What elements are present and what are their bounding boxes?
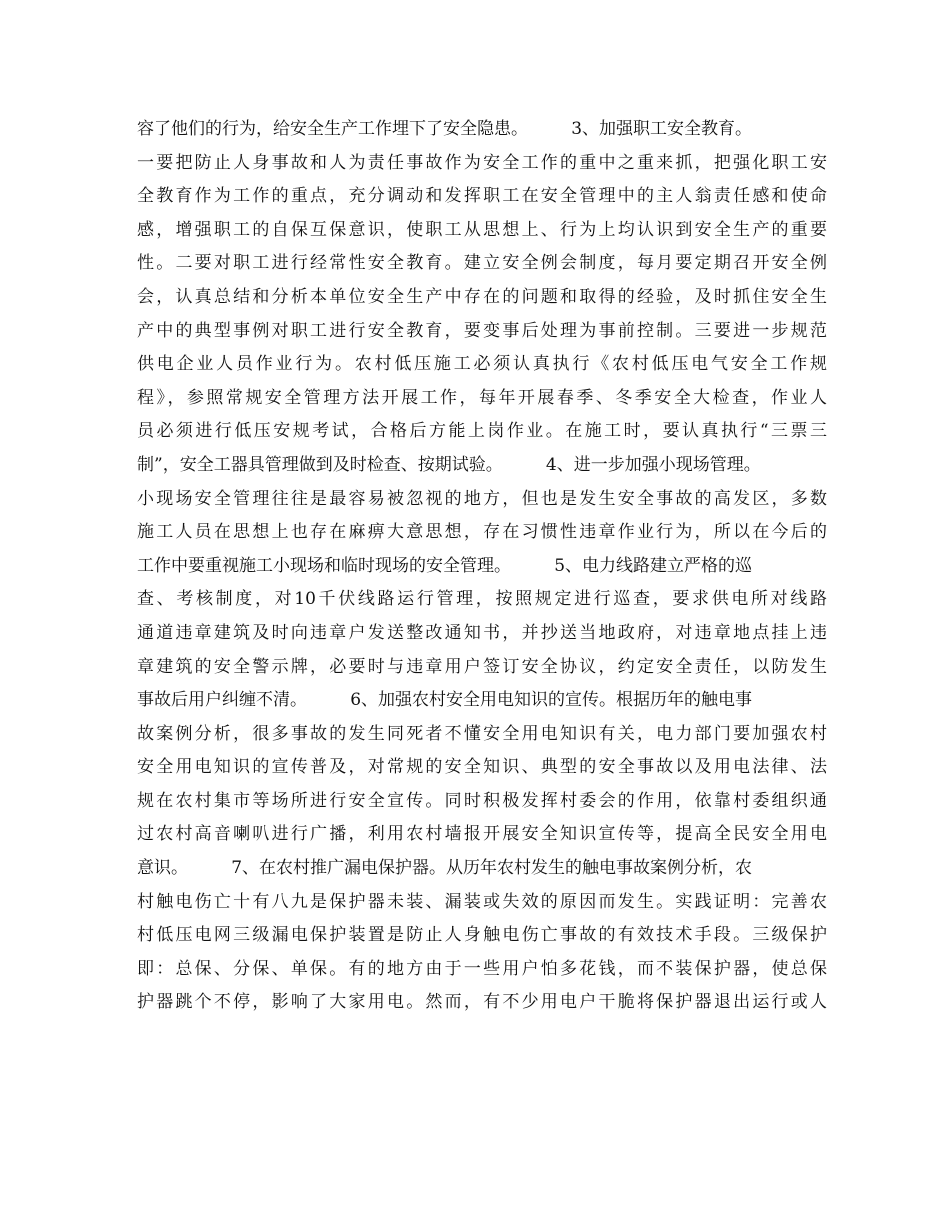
text-line: 护器跳个不停，影响了大家用电。然而，有不少用电户干脆将保护器退出运行或人: [137, 992, 827, 1013]
text-line: 一要把防止人身事故和人为责任事故作为安全工作的重中之重来抓，把强化职工安: [137, 152, 827, 173]
text-line: 小现场安全管理往往是最容易被忽视的地方，但也是发生安全事故的高发区，多数: [137, 488, 827, 509]
text-line: 村低压电网三级漏电保护装置是防止人身触电伤亡事故的有效技术手段。三级保护: [137, 925, 827, 946]
text-line: 意识。 7、在农村推广漏电保护器。从历年农村发生的触电事故案例分析，农: [137, 858, 753, 879]
text-line: 通道违章建筑及时向违章户发送整改通知书，并抄送当地政府，对违章地点挂上违: [137, 622, 827, 643]
text-line: 查、考核制度，对10千伏线路运行管理，按照规定进行巡查，要求供电所对线路: [137, 589, 827, 610]
text-line: 全教育作为工作的重点，充分调动和发挥职工在安全管理中的主人翁责任感和使命: [137, 186, 827, 207]
text-line: 施工人员在思想上也存在麻痹大意思想，存在习惯性违章作业行为，所以在今后的: [137, 522, 827, 543]
text-line: 故案例分析，很多事故的发生同死者不懂安全用电知识有关，电力部门要加强农村: [137, 723, 827, 744]
text-line: 会，认真总结和分析本单位安全生产中存在的问题和取得的经验，及时抓住安全生: [137, 286, 827, 307]
text-line: 即：总保、分保、单保。有的地方由于一些用户怕多花钱，而不装保护器，使总保: [137, 958, 827, 979]
body-text: [137, 113, 827, 1020]
text-line: 产中的典型事例对职工进行安全教育，要变事后处理为事前控制。三要进一步规范: [137, 320, 827, 341]
text-line: 性。二要对职工进行经常性安全教育。建立安全例会制度，每月要定期召开安全例: [137, 253, 827, 274]
text-line: 工作中要重视施工小现场和临时现场的安全管理。 5、电力线路建立严格的巡: [137, 555, 753, 576]
text-line: 章建筑的安全警示牌，必要时与违章用户签订安全协议，约定安全责任，以防发生: [137, 656, 827, 677]
text-line: 感，增强职工的自保互保意识，使职工从思想上、行为上均认识到安全生产的重要: [137, 219, 827, 240]
text-line: 员必须进行低压安规考试，合格后方能上岗作业。在施工时，要认真执行“三票三: [137, 421, 827, 442]
text-line: 容了他们的行为，给安全生产工作埋下了安全隐患。 3、加强职工安全教育。: [137, 119, 753, 139]
text-line: 事故后用户纠缠不清。 6、加强农村安全用电知识的宣传。根据历年的触电事: [137, 690, 753, 711]
text-line: 村触电伤亡十有八九是保护器未装、漏装或失效的原因而发生。实践证明：完善农: [137, 891, 827, 912]
text-line: 制”，安全工器具管理做到及时检查、按期试验。 4、进一步加强小现场管理。: [137, 454, 761, 475]
text-line: 安全用电知识的宣传普及，对常规的安全知识、典型的安全事故以及用电法律、法: [137, 757, 827, 778]
text-line: 程》，参照常规安全管理方法开展工作，每年开展春季、冬季安全大检查，作业人: [137, 387, 827, 408]
text-line: 规在农村集市等场所进行安全宣传。同时积极发挥村委会的作用，依靠村委组织通: [137, 790, 827, 811]
text-line: 过农村高音喇叭进行广播，利用农村墙报开展安全知识宣传等，提高全民安全用电: [137, 824, 827, 845]
text-line: 供电企业人员作业行为。农村低压施工必须认真执行《农村低压电气安全工作规: [137, 354, 827, 375]
